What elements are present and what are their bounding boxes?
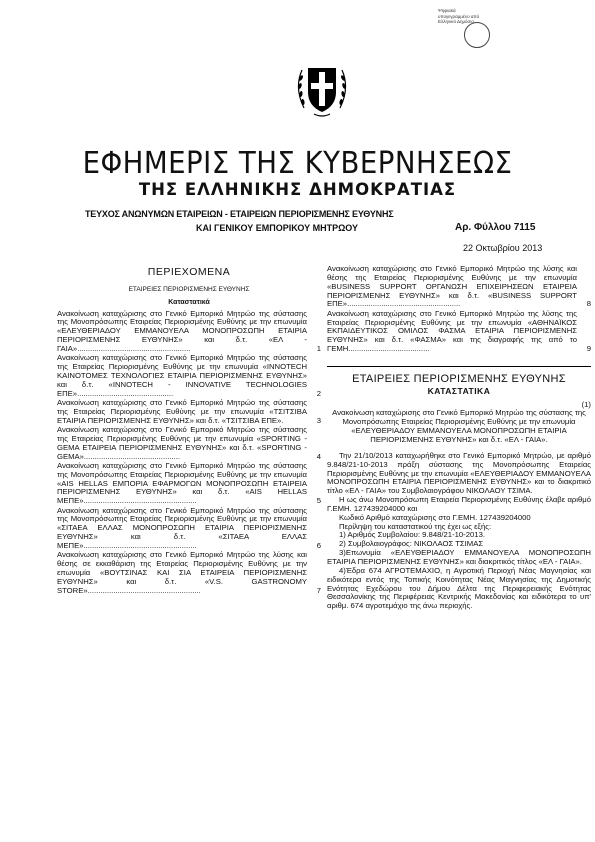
- stamp-line: Ελληνικό Δημόσιο: [438, 19, 474, 24]
- toc-page-number: 5: [316, 496, 321, 506]
- toc-page-number: 9: [586, 344, 591, 354]
- gazette-subtitle: ΤΗΣ ΕΛΛΗΝΙΚΗΣ ΔΗΜΟΚΡΑΤΙΑΣ: [138, 180, 457, 199]
- stamp-line: Ψηφιακά: [438, 8, 456, 13]
- toc-item-text: Ανακοίνωση καταχώρισης στο Γενικό Εμπορικό Μητρώο της σύστασης της Εταιρείας Περιορισμένης Ευθύνης με την επωνυμία «ΤΣΙΤΣΙΒΑ ΕΤΑΙΡΙΑ ΠΕΡΙΟΡΙΣΜΕΝΗΣ ΕΥΘΥΝΗΣ» και δ.τ. «ΤΣΙΤΣΙΒΑ ΕΠΕ».: [57, 397, 307, 425]
- body-paragraph: 2) Συμβολαιογράφος: ΝΙΚΟΛΑΟΣ ΤΣΙΜΑΣ: [339, 539, 484, 549]
- toc-item-text: Ανακοίνωση καταχώρισης στο Γενικό Εμπορικό Μητρώο της λύσης της Εταιρείας Περιορισμένης Ευθύνης με την επωνυμία «ΑΘΗΝΑΪΚΟΣ ΕΚΠΑΙΔΕΥΤΙΚΟΣ ΟΜΙΛΟΣ ΦΑΣΜΑ ΕΤΑΙΡΙΑ ΠΕΡΙΟΡΙΣΜΕΝΗΣ ΕΥΘΥΝΗΣ» και δ.τ. «ΦΑΣΜΑ» και της διαγραφής της από το ΓΕΜΗ......................................: [327, 308, 577, 354]
- section-title: ΕΤΑΙΡΕΙΕΣ ΠΕΡΙΟΡΙΣΜΕΝΗΣ ΕΥΘΥΝΗΣ: [352, 372, 566, 385]
- body-column: [327, 265, 591, 611]
- contents-title: ΠΕΡΙΕΧΟΜΕΝΑ: [147, 266, 231, 278]
- toc-item-text: Ανακοίνωση καταχώρισης στο Γενικό Εμπορικό Μητρώο της σύστασης της Μονοπρόσωπης Εταιρείας Περιορισμένης Ευθύνης με την επωνυμία «ΕΛΕΥΘΕΡΙΑΔΟΥ ΕΜΜΑΝΟΥΕΛΑ ΜΟΝΟΠΡΟΣΩΠΗ ΕΤΑΙΡΙΑ ΠΕΡΙΟΡΙΣΜΕΝΗΣ ΕΥΘΥΝΗΣ» και δ.τ. «ΕΛ - ΓΑΙΑ».....................................................: [57, 308, 307, 353]
- toc-page-number: 2: [316, 388, 321, 398]
- announcement-number: (1): [581, 399, 591, 409]
- toc-page-number: 8: [586, 299, 591, 309]
- body-paragraph: 3)Επωνυμία «ΕΛΕΥΘΕΡΙΑΔΟΥ ΕΜΜΑΝΟΥΕΛΑ ΜΟΝΟΠΡΟΣΩΠΗ ΕΤΑΙΡΙΑ ΠΕΡΙΟΡΙΣΜΕΝΗΣ ΕΥΘΥΝΗΣ» και διακριτικός τίτλος «ΕΛ - ΓΑΙΑ».: [327, 548, 591, 566]
- contents-column: [57, 265, 321, 596]
- toc-item-text: Ανακοίνωση καταχώρισης στο Γενικό Εμπορικό Μητρώο της λύσης και θέσης της Εταιρείας Περιορισμένης Ευθύνης με την επωνυμία «BUSINESS SUPPORT ΟΡΓΑΝΩΣΗ ΕΠΙΧΕΙΡΗΣΕΩΝ ΕΤΑΙΡΕΙΑ ΠΕΡΙΟΡΙΣΜΕΝΗΣ ΕΥΘΥΝΗΣ» και δ.τ. «BUSINESS SUPPORT ΕΠΕ».....................................................: [327, 264, 577, 309]
- body-paragraph: Η ως άνω Μονοπρόσωπη Εταιρεία Περιορισμένης Ευθύνης έλαβε αριθμό Γ.ΕΜΗ. 127439204000 και: [327, 495, 591, 513]
- body-paragraph: 1) Αριθμός Συμβολαίου: 9.848/21-10-2013.: [339, 530, 485, 540]
- stamp-line: υπογεγραμμένο από: [438, 13, 480, 19]
- gazette-title: ΕΦΗΜΕΡΙΣ ΤΗΣ ΚΥΒΕΡΝΗΣΕΩΣ: [82, 146, 513, 181]
- toc-item[interactable]: [57, 310, 321, 354]
- stamp-seal-icon: [464, 22, 490, 48]
- toc-item[interactable]: [57, 399, 321, 426]
- issue-type-line-1: ΤΕΥΧΟΣ ΑΝΩΝΥΜΩΝ ΕΤΑΙΡΕΙΩΝ - ΕΤΑΙΡΕΙΩΝ ΠΕΡΙΟΡΙΣΜΕΝΗΣ ΕΥΘΥΝΗΣ: [85, 209, 394, 219]
- contents-section: ΕΤΑΙΡΕΙΕΣ ΠΕΡΙΟΡΙΣΜΕΝΗΣ ΕΥΘΥΝΗΣ: [128, 285, 250, 293]
- section-subtitle: ΚΑΤΑΣΤΑΤΙΚΑ: [427, 385, 491, 396]
- toc-page-number: 4: [316, 451, 321, 461]
- toc-item[interactable]: [327, 265, 591, 309]
- issue-type-line-2: ΚΑΙ ΓΕΝΙΚΟΥ ΕΜΠΟΡΙΚΟΥ ΜΗΤΡΩΟΥ: [196, 223, 359, 233]
- toc-item[interactable]: [57, 507, 321, 551]
- toc-page-number: 1: [316, 343, 321, 353]
- section-divider: [327, 366, 591, 367]
- toc-item[interactable]: [57, 426, 321, 461]
- body-paragraph: Περίληψη του καταστατικού της έχει ως εξής:: [339, 521, 492, 531]
- toc-item[interactable]: [57, 354, 321, 398]
- body-paragraph: Την 21/10/2013 καταχωρήθηκε στο Γενικό Εμπορικό Μητρώο, με αριθμό 9.848/21-10-2013 πράξη σύστασης της Μονοπρόσωπης Εταιρείας Περιορισμένης Ευθύνης με την επωνυμία «ΕΛΕΥΘΕΡΙΑΔΟΥ ΕΜΜΑΝΟΥΕΛΑ ΜΟΝΟΠΡΟΣΩΠΗ ΕΤΑΙΡΙΑ ΠΕΡΙΟΡΙΣΜΕΝΗΣ ΕΥΘΥΝΗΣ» και το διακριτικό τίτλο «ΕΛ - ΓΑΙΑ» του Συμβολαιογράφου ΝΙΚΟΛΑΟΥ ΤΣΙΜΑ.: [327, 450, 591, 496]
- sheet-number: Αρ. Φύλλου 7115: [455, 222, 536, 233]
- toc-item-text: Ανακοίνωση καταχώρισης στο Γενικό Εμπορικό Μητρώο της σύστασης της Μονοπρόσωπης Εταιρείας Περιορισμένης Ευθύνης με την επωνυμία «ΣΙΤΑΕΑ ΕΛΛΑΣ ΜΟΝΟΠΡΟΣΩΠΗ ΕΤΑΙΡΙΑ ΠΕΡΙΟΡΙΣΜΕΝΗΣ ΕΥΘΥΝΗΣ» και δ.τ. «ΣΙΤΑΕΑ ΕΛΛΑΣ ΜΕΠΕ».....................................................: [57, 505, 307, 550]
- body-paragraph: Κωδικό Αριθμό καταχώρισης στο Γ.ΕΜΗ. 127439204000: [339, 512, 531, 522]
- announcement-heading: Ανακοίνωση καταχώρισης στο Γενικό Εμπορικό Μητρώο της σύστασης της Μονοπρόσωπης Εταιρείας Περιορισμένης Ευθύνης με την επωνυμία «ΕΛΕΥΘΕΡΙΑΔΟΥ ΕΜΜΑΝΟΥΕΛΑ ΜΟΝΟΠΡΟΣΩΠΗ ΕΤΑΙΡΙΑ ΠΕΡΙΟΡΙΣΜΕΝΗΣ ΕΥΘΥΝΗΣ» και δ.τ. «ΕΛ - ΓΑΙΑ».: [332, 408, 586, 444]
- toc-page-number: 7: [316, 585, 321, 595]
- toc-item-text: Ανακοίνωση καταχώρισης στο Γενικό Εμπορικό Μητρώο της λύσης και θέσης σε εκκαθάριση της Εταιρείας Περιορισμένης Ευθύνης με την επωνυμία «ΒΟΥΤΣΙΝΑΣ ΚΑΙ ΣΙΑ ΕΤΑΙΡΕΙΑ ΠΕΡΙΟΡΙΣΜΕΝΗΣ ΕΥΘΥΝΗΣ» και δ.τ. «V.S. GASTRONOMY STORE».....................................................: [57, 550, 307, 595]
- toc-page-number: 6: [316, 540, 321, 550]
- toc-item-text: Ανακοίνωση καταχώρισης στο Γενικό Εμπορικό Μητρώο της σύστασης της Εταιρείας Περιορισμένης Ευθύνης με την επωνυμία «INNOTECH ΚΑΙΝΟΤΟΜΕΣ ΤΕΧΝΟΛΟΓΙΕΣ ΕΤΑΙΡΙΑ ΠΕΡΙΟΡΙΣΜΕΝΗΣ ΕΥΘΥΝΗΣ» και δ.τ. «INNOTECH - INNOVATIVE TECHNOLOGIES ΕΠΕ».............................................: [57, 353, 307, 398]
- digital-signature-stamp: [438, 8, 500, 68]
- toc-item[interactable]: [327, 310, 591, 354]
- contents-subsection: Καταστατικά: [168, 298, 210, 306]
- toc-item[interactable]: [57, 551, 321, 595]
- toc-item[interactable]: [57, 462, 321, 506]
- toc-item-text: Ανακοίνωση καταχώρισης στο Γενικό Εμπορικό Μητρώο της σύστασης της Μονοπρόσωπης Εταιρείας Περιορισμένης Ευθύνης με την επωνυμία «AIS HELLAS ΕΜΠΟΡΙΑ ΕΦΑΡΜΟΓΩΝ ΜΟΝΟΠΡΟΣΩΠΗ ΕΤΑΙΡΕΙΑ ΠΕΡΙΟΡΙΣΜΕΝΗΣ ΕΥΘΥΝΗΣ» και δ.τ. «AIS HELLAS ΜΕΠΕ».....................................................: [57, 460, 307, 506]
- issue-date: 22 Οκτωβρίου 2013: [463, 243, 543, 253]
- body-paragraph: 4)Έδρα 674 ΑΓΡΟΤΕΜΑΧΙΟ, η Αγροτική Περιοχή Νέας Μαγνησίας και ειδικότερα εντός της Τοπικής Κοινότητας Νέας Μαγνησίας της Δημοτικής Ενότητας Εχεδώρου του Δήμου Δέλτα της Περιφερειακής Ενότητας Θεσσαλονίκης της Περιφέρειας Κεντρικής Μακεδονίας και ειδικότερα το υπ' αριθμ. 674 αγροτεμάχιο της άνω περιοχής.: [327, 565, 591, 611]
- greek-coat-of-arms-icon: [294, 58, 350, 118]
- toc-page-number: 3: [316, 415, 321, 425]
- toc-item-text: Ανακοίνωση καταχώρισης στο Γενικό Εμπορικό Μητρώο της σύστασης της Εταιρείας Περιορισμένης Ευθύνης με την επωνυμία «SPORTING - GEMA ΕΤΑΙΡΕΙΑ ΠΕΡΙΟΡΙΣΜΕΝΗΣ ΕΥΘΥΝΗΣ» και δ.τ. «SPORTING - GEMA».............................................: [57, 425, 307, 461]
